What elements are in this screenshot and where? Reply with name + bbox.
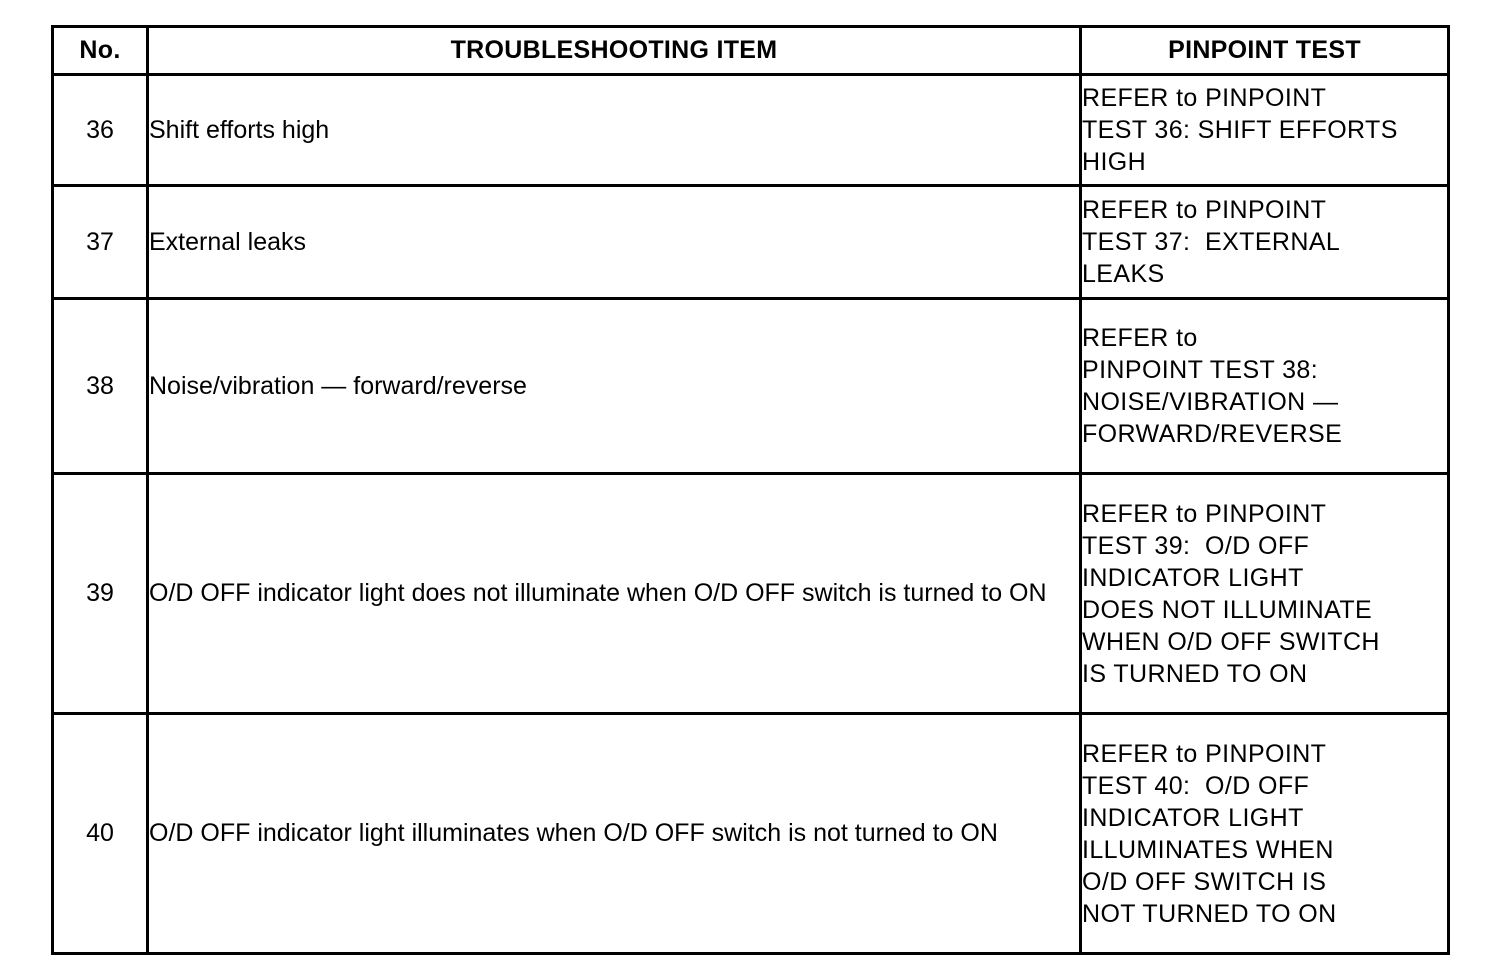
pinpoint-test-line: DOES NOT ILLUMINATE [1082, 595, 1373, 624]
pinpoint-test [1081, 474, 1449, 714]
row-number: 39 [53, 474, 148, 714]
pinpoint-test-line: REFER to PINPOINT [1082, 499, 1327, 528]
pinpoint-test-line: HIGH [1082, 148, 1147, 176]
table-row [53, 75, 1449, 186]
pinpoint-test-line: REFER to PINPOINT [1082, 84, 1327, 112]
header-troubleshooting-item: TROUBLESHOOTING ITEM [148, 27, 1081, 75]
pinpoint-test-line: IS TURNED TO ON [1082, 659, 1308, 688]
row-number: 40 [53, 714, 148, 954]
pinpoint-test-line: PINPOINT TEST 38: [1082, 356, 1319, 384]
pinpoint-test [1081, 714, 1449, 954]
table-row [53, 186, 1449, 299]
pinpoint-test-line: REFER to PINPOINT [1082, 196, 1327, 224]
pinpoint-test-line: TEST 37: EXTERNAL [1082, 228, 1341, 256]
header-row [53, 27, 1449, 75]
pinpoint-test-line: WHEN O/D OFF SWITCH [1082, 627, 1380, 656]
pinpoint-test-line: REFER to PINPOINT [1082, 739, 1327, 768]
pinpoint-test [1081, 186, 1449, 299]
pinpoint-test-line: INDICATOR LIGHT [1082, 563, 1304, 592]
pinpoint-test-line: INDICATOR LIGHT [1082, 803, 1304, 832]
pinpoint-test-line: FORWARD/REVERSE [1082, 420, 1343, 448]
pinpoint-test-line: TEST 39: O/D OFF [1082, 531, 1310, 560]
table-row [53, 714, 1449, 954]
pinpoint-test-line: ILLUMINATES WHEN [1082, 835, 1334, 864]
table-row [53, 474, 1449, 714]
pinpoint-test-line: NOT TURNED TO ON [1082, 899, 1337, 928]
pinpoint-test-line: TEST 40: O/D OFF [1082, 771, 1310, 800]
pinpoint-test-line: LEAKS [1082, 260, 1165, 288]
table-row [53, 299, 1449, 474]
pinpoint-test-line: O/D OFF SWITCH IS [1082, 867, 1327, 896]
troubleshooting-table [51, 25, 1450, 955]
troubleshooting-item: O/D OFF indicator light does not illuminate when O/D OFF switch is turned to ON [148, 474, 1081, 714]
pinpoint-test [1081, 75, 1449, 186]
row-number: 36 [53, 75, 148, 186]
header-pinpoint-test: PINPOINT TEST [1081, 27, 1449, 75]
troubleshooting-item: Shift efforts high [148, 75, 1081, 186]
troubleshooting-item: Noise/vibration — forward/reverse [148, 299, 1081, 474]
pinpoint-test-line: REFER to [1082, 324, 1198, 352]
row-number: 38 [53, 299, 148, 474]
row-number: 37 [53, 186, 148, 299]
pinpoint-test-line: NOISE/VIBRATION — [1082, 388, 1339, 416]
troubleshooting-item: O/D OFF indicator light illuminates when O/D OFF switch is not turned to ON [148, 714, 1081, 954]
pinpoint-test-line: TEST 36: SHIFT EFFORTS [1082, 116, 1398, 144]
troubleshooting-item: External leaks [148, 186, 1081, 299]
pinpoint-test [1081, 299, 1449, 474]
header-no: No. [53, 27, 148, 75]
